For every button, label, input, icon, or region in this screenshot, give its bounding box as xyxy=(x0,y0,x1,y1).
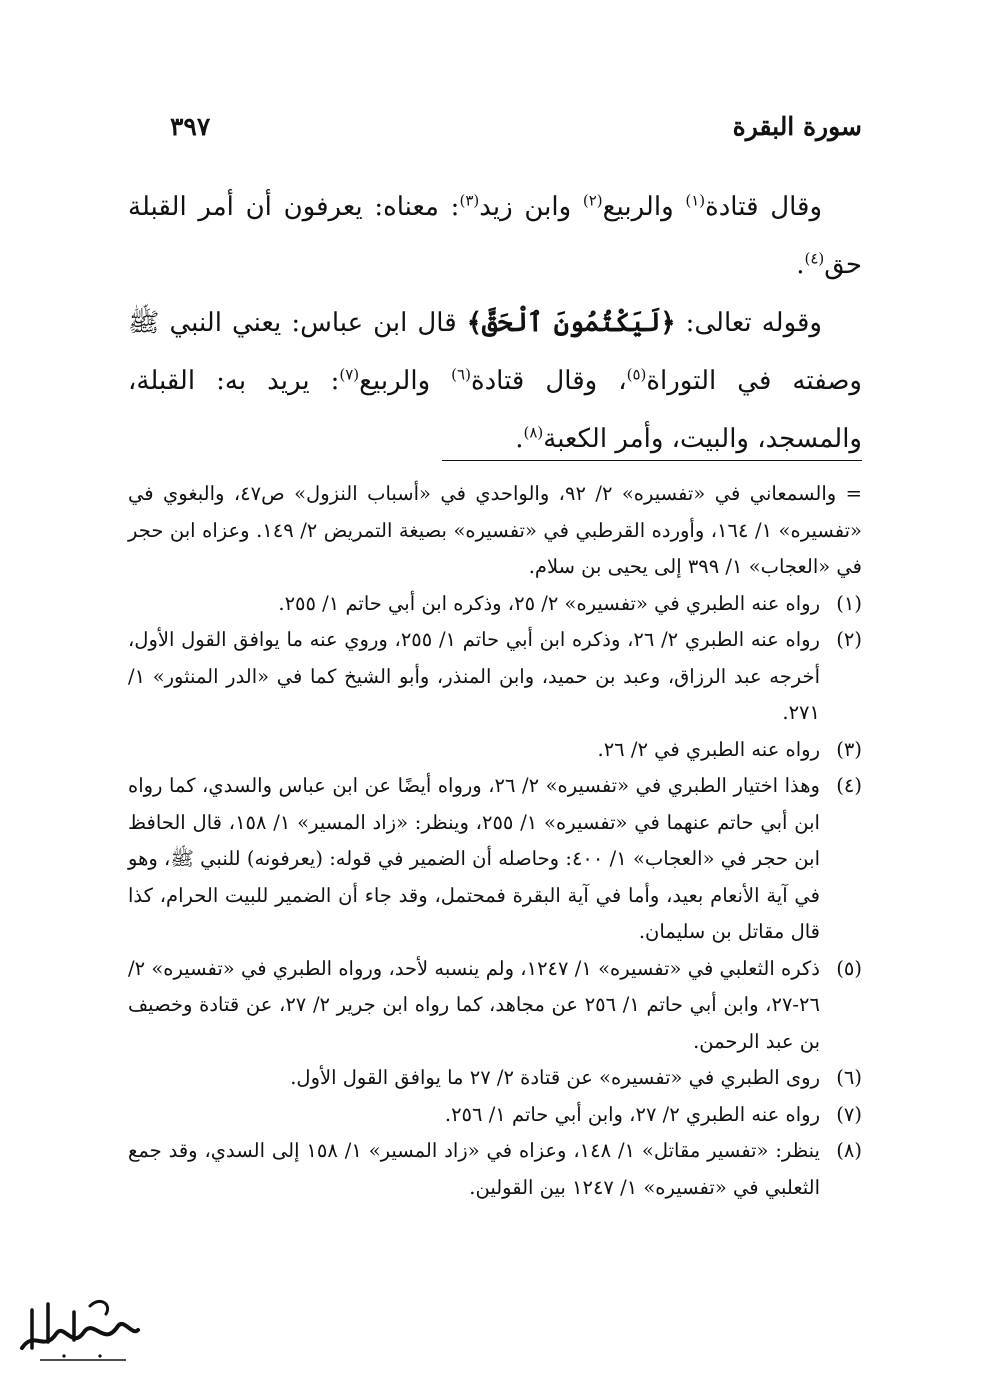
footnote-item xyxy=(128,1133,862,1206)
footnote-number: (٤) xyxy=(836,774,862,797)
footnote-divider xyxy=(442,460,862,461)
footnote-number: (٥) xyxy=(836,956,862,980)
text-run: . xyxy=(796,250,805,280)
paragraph-2 xyxy=(128,294,862,468)
footnote-ref: (٣) xyxy=(459,191,480,210)
footnote-text: رواه عنه الطبري في «تفسيره» ٢/ ٢٥، وذكره ابن أبي حاتم ١/ ٢٥٥. xyxy=(278,591,820,615)
footnote-item xyxy=(128,768,862,951)
footnote-item xyxy=(128,732,862,769)
page-header xyxy=(170,112,862,152)
footnote-number: (٨) xyxy=(836,1139,862,1162)
footnote-number: (٧) xyxy=(836,1102,862,1126)
text-run: والربيع xyxy=(359,366,452,396)
text-run: : معناه: يعرفون أن أمر القبلة حق xyxy=(128,192,862,280)
footnote-ref: (٦) xyxy=(451,365,471,384)
footnote-ref: (٨) xyxy=(523,423,544,442)
footnote-item xyxy=(128,586,862,623)
footnote-ref: (٤) xyxy=(804,249,825,268)
footnote-ref: (٢) xyxy=(582,191,603,210)
text-run: وقوله تعالى: xyxy=(675,308,822,338)
footnote-item xyxy=(128,622,862,732)
footnote-text: روى الطبري في «تفسيره» عن قتادة ٢/ ٢٧ ما يوافق القول الأول. xyxy=(290,1066,820,1089)
footnote-item xyxy=(128,1097,862,1134)
footnote-ref: (٧) xyxy=(339,365,360,384)
text-run: وابن زيد xyxy=(479,192,583,222)
page-number: ٣٩٧ xyxy=(170,112,211,141)
footnote-text: رواه عنه الطبري ٢/ ٢٧، وابن أبي حاتم ١/ ٢٥٦. xyxy=(444,1102,820,1126)
text-run: . xyxy=(515,424,524,454)
text-run: ، وقال قتادة xyxy=(470,366,627,396)
text-run: وقال قتادة xyxy=(705,192,822,222)
footnote-text: ذكره الثعلبي في «تفسيره» ١/ ١٢٤٧، ولم ينسبه لأحد، ورواه الطبري في «تفسيره» ٢/ ٢٦-٢٧، وابن أبي حاتم ١/ ٢٥٦ عن مجاهد، كما رواه ابن جرير ٢/ ٢٧، عن قتادة وخصيف بن عبد الرحمن. xyxy=(128,956,820,1053)
footnote-continuation: = والسمعاني في «تفسيره» ٢/ ٩٢، والواحدي في «أسباب النزول» ص٤٧، والبغوي في «تفسيره» ١/ ١٦٤، وأورده القرطبي في «تفسيره» بصيغة التمريض ٢/ ١٤٩. وعزاه ابن حجر في «العجاب» ١/ ٣٩٩ إلى يحيى بن سلام. xyxy=(128,482,862,578)
footnote-item xyxy=(128,951,862,1061)
footnote-text: رواه عنه الطبري ٢/ ٢٦، وذكره ابن أبي حاتم ١/ ٢٥٥، وروي عنه ما يوافق القول الأول، أخرجه عبد الرزاق، وعبد بن حميد، وابن المنذر، وأبو الشيخ كما في «الدر المنثور» ١/ ٢٧١. xyxy=(128,628,820,724)
main-text xyxy=(128,178,862,468)
footnote-text: ينظر: «تفسير مقاتل» ١/ ١٤٨، وعزاه في «زاد المسير» ١/ ١٥٨ إلى السدي، وقد جمع الثعلبي في «تفسيره» ١/ ١٢٤٧ بين القولين. xyxy=(128,1139,820,1199)
footnote-ref: (٥) xyxy=(626,365,647,384)
text-run: والربيع xyxy=(602,192,686,222)
footnote-item xyxy=(128,1060,862,1097)
footnote-number: (٢) xyxy=(836,628,862,651)
footnotes xyxy=(128,476,862,1206)
footnote-ref: (١) xyxy=(685,191,706,210)
text-run: : يريد به: القبلة، والمسجد، والبيت، وأمر الكعبة xyxy=(128,366,862,454)
surah-title: سورة البقرة xyxy=(732,112,862,141)
footnote-number: (١) xyxy=(836,591,862,615)
footnote-text: رواه عنه الطبري في ٢/ ٢٦. xyxy=(597,737,820,761)
watermark-logo xyxy=(14,1290,144,1370)
paragraph-1 xyxy=(128,178,862,294)
quran-verse: ﴿لَيَكْتُمُونَ ٱلْحَقَّ﴾ xyxy=(466,308,676,338)
footnote-number: (٦) xyxy=(836,1066,862,1089)
footnote-text: وهذا اختيار الطبري في «تفسيره» ٢/ ٢٦، ورواه أيضًا عن ابن عباس والسدي، كما رواه ابن أبي حاتم عنهما في «تفسيره» ١/ ٢٥٥، وينظر: «زاد المسير» ١/ ١٥٨، قال الحافظ ابن حجر في «العجاب» ١/ ٤٠٠: وحاصله أن الضمير في قوله: (يعرفونه) للنبي ﷺ، وهو في آية الأنعام بعيد، وأما في آية البقرة فمحتمل، وقد جاء أن الضمير للبيت الحرام، كذا قال مقاتل بن سليمان. xyxy=(128,774,820,943)
text-run: قال ابن عباس: يعني النبي ﷺ وصفته في التوراة xyxy=(128,308,862,396)
footnote-number: (٣) xyxy=(836,737,862,761)
